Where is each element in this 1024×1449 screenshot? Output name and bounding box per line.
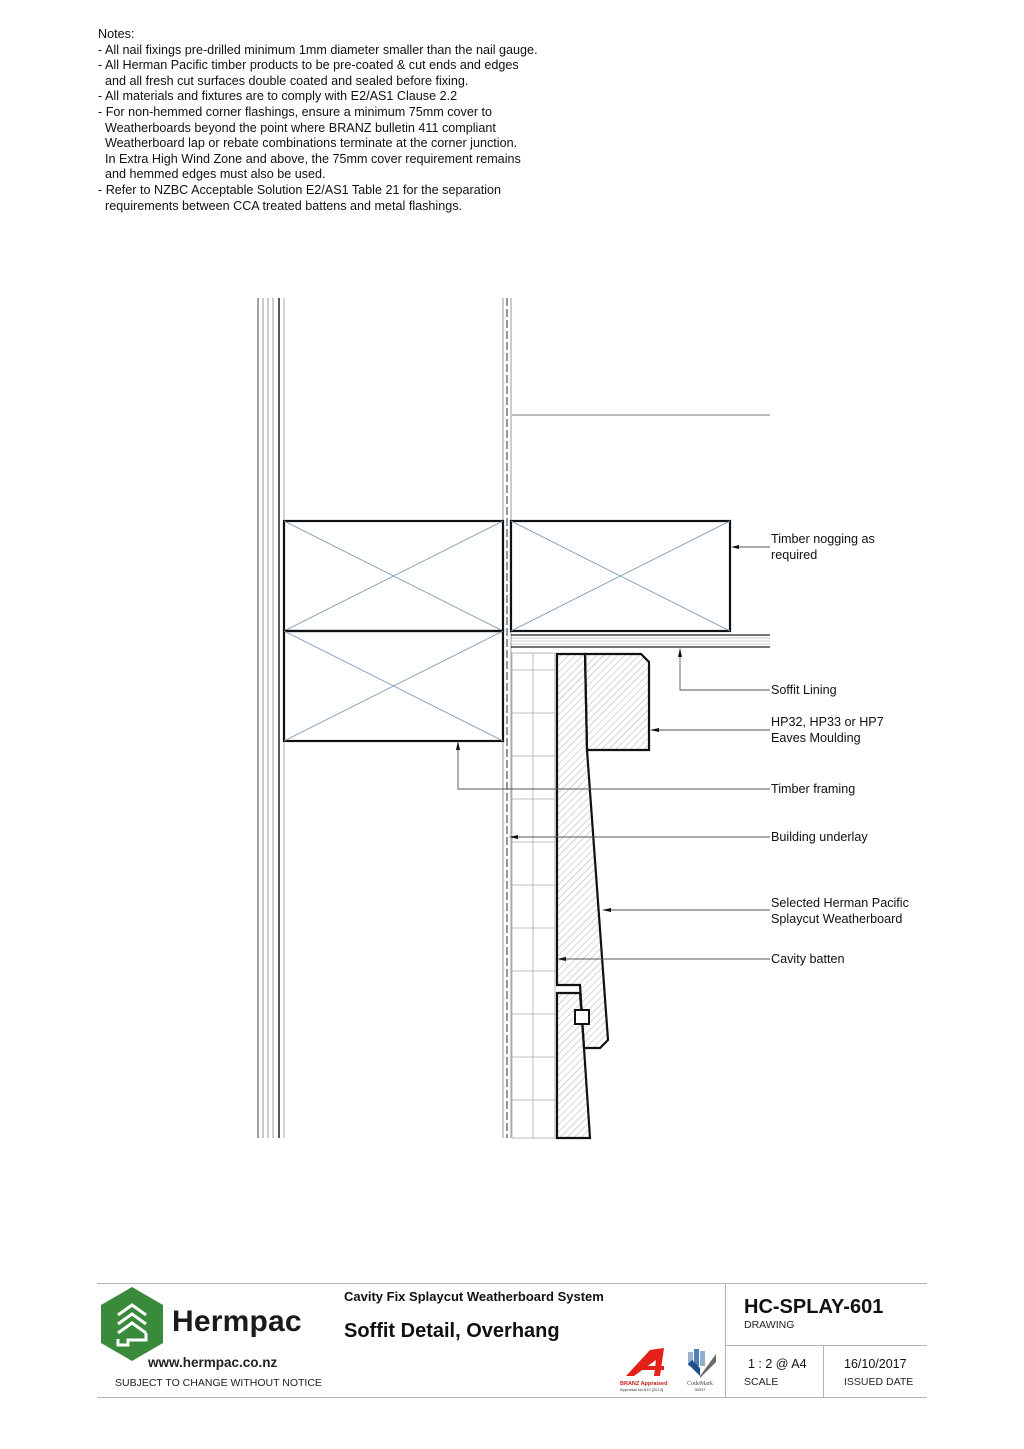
- branz-sub: Appraisal No.610 [2014]: [620, 1387, 663, 1392]
- fixing-nail: [575, 1010, 589, 1024]
- note-line: and all fresh cut surfaces double coated and sealed before fixing.: [98, 73, 469, 88]
- branz-title: BRANZ Appraised: [620, 1381, 668, 1387]
- brand-name: Hermpac: [172, 1305, 302, 1338]
- divider: [823, 1345, 824, 1397]
- callout-text: Cavity batten: [771, 952, 845, 966]
- codemark-badge: [678, 1346, 722, 1394]
- timber-nogging: [511, 521, 730, 631]
- codemark-sub: 30037: [694, 1387, 706, 1392]
- drawing-number: HC-SPLAY-601: [744, 1296, 884, 1318]
- branz-icon: [620, 1346, 672, 1378]
- issued-date-label: ISSUED DATE: [844, 1376, 914, 1388]
- note-line: In Extra High Wind Zone and above, the 75mm cover requirement remains: [98, 151, 521, 166]
- divider: [725, 1345, 927, 1346]
- drawing-title: Soffit Detail, Overhang: [344, 1320, 560, 1342]
- disclaimer: SUBJECT TO CHANGE WITHOUT NOTICE: [115, 1377, 322, 1389]
- note-line: - All Herman Pacific timber products to be pre-coated & cut ends and edges: [98, 58, 519, 73]
- callout-building-underlay: [771, 830, 868, 846]
- callout-cavity-batten: [771, 952, 845, 968]
- note-line: Weatherboard lap or rebate combinations terminate at the corner junction.: [98, 136, 518, 151]
- callout-text: Building underlay: [771, 830, 868, 844]
- drawing-label: DRAWING: [744, 1319, 795, 1331]
- note-line: requirements between CCA treated battens and metal flashings.: [98, 198, 463, 213]
- note-line: - Refer to NZBC Acceptable Solution E2/AS1 Table 21 for the separation: [98, 182, 501, 197]
- callout-text: required: [771, 547, 818, 562]
- callout-text: Selected Herman Pacific: [771, 896, 909, 910]
- callout-text: Soffit Lining: [771, 683, 837, 697]
- codemark-icon: [682, 1346, 718, 1378]
- scale-value: 1 : 2 @ A4: [748, 1357, 807, 1371]
- callout-weatherboard: [771, 896, 909, 927]
- cavity-batten: [512, 653, 555, 1138]
- branz-appraised-badge: [620, 1346, 672, 1394]
- interior-lining: [258, 298, 284, 1138]
- divider: [97, 1397, 927, 1398]
- note-line: - All materials and fixtures are to comply with E2/AS1 Clause 2.2: [98, 89, 458, 104]
- issued-date-value: 16/10/2017: [844, 1357, 907, 1371]
- callout-text: HP32, HP33 or HP7: [771, 715, 884, 729]
- note-line: - For non-hemmed corner flashings, ensure a minimum 75mm cover to: [98, 104, 493, 119]
- callout-text: Eaves Moulding: [771, 730, 861, 745]
- website-link[interactable]: www.hermpac.co.nz: [148, 1355, 278, 1370]
- note-line: - All nail fixings pre-drilled minimum 1mm diameter smaller than the nail gauge.: [98, 42, 538, 57]
- scale-label: SCALE: [744, 1376, 779, 1388]
- callout-timber-framing: [771, 782, 855, 798]
- callout-text: Timber nogging as: [771, 532, 875, 546]
- eaves-moulding: [585, 654, 649, 750]
- hermpac-logo-icon: [98, 1285, 166, 1363]
- callout-soffit-lining: [771, 683, 837, 699]
- callout-text: Timber framing: [771, 782, 856, 796]
- note-line: Weatherboards beyond the point where BRANZ bulletin 411 compliant: [98, 120, 496, 135]
- soffit-lining: [511, 635, 770, 647]
- callout-eaves-moulding: [771, 715, 884, 746]
- divider: [97, 1283, 927, 1284]
- callout-text: Splaycut Weatherboard: [771, 911, 903, 926]
- timber-framing: [284, 521, 503, 741]
- codemark-title: CodeMark: [687, 1381, 713, 1387]
- callout-timber-nogging: [771, 532, 875, 563]
- note-line: and hemmed edges must also be used.: [98, 167, 326, 182]
- notes-heading: Notes:: [98, 27, 135, 41]
- divider: [725, 1283, 726, 1397]
- system-title: Cavity Fix Splaycut Weatherboard System: [344, 1289, 604, 1304]
- building-underlay: [503, 298, 511, 1138]
